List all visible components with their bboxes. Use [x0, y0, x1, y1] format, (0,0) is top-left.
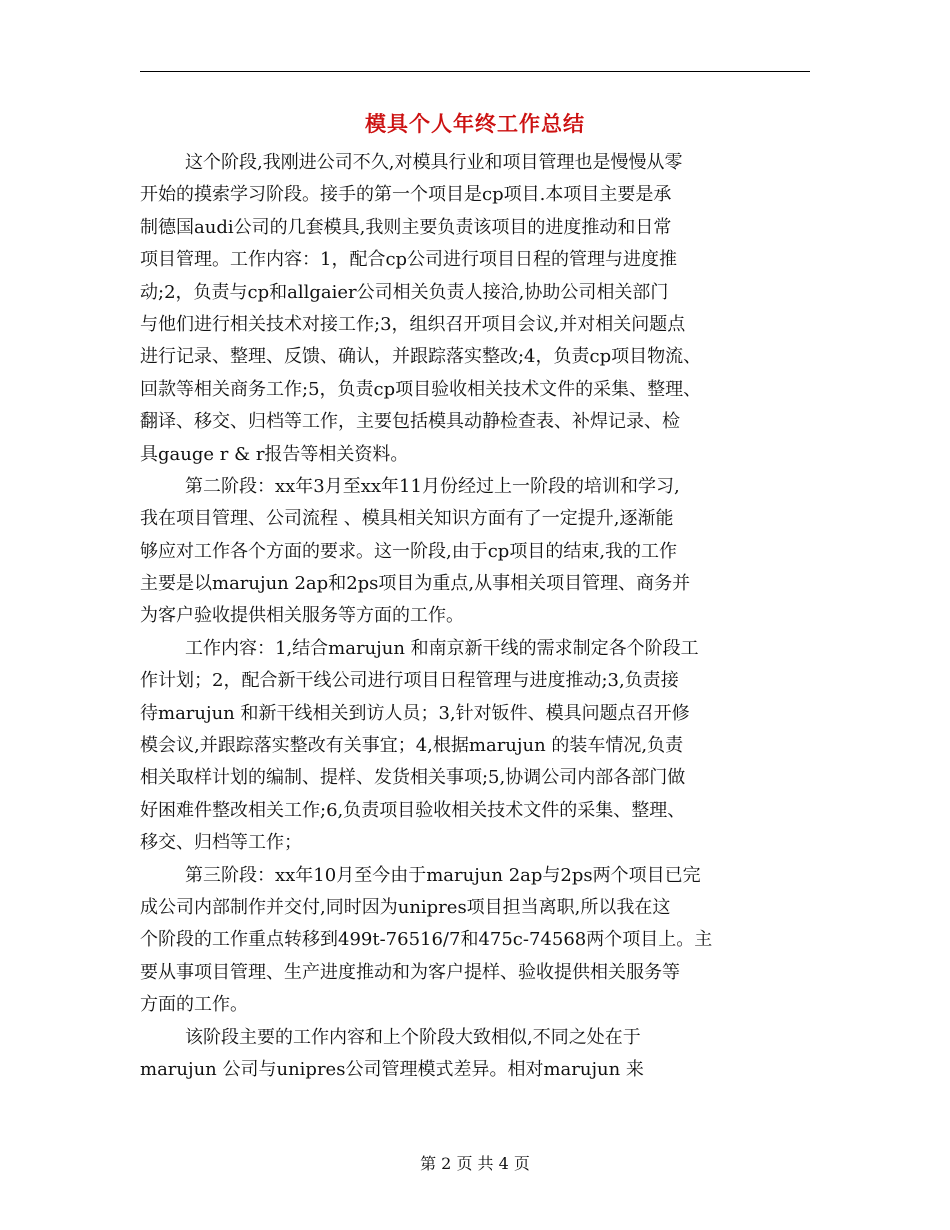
text-line: 移交、归档等工作； — [140, 832, 302, 854]
text-line: 制德国audi公司的几套模具,我则主要负责该项目的进度推动和日常 — [140, 216, 672, 238]
document-body — [140, 147, 810, 1086]
text-line: 翻译、移交、归档等工作，主要包括模具动静检查表、补焊记录、检 — [140, 411, 680, 433]
text-line: 待marujun 和新干线相关到访人员；3,针对钣件、模具问题点召开修 — [140, 702, 690, 724]
text-line: 工作内容：1,结合marujun 和南京新干线的需求制定各个阶段工 — [185, 637, 699, 659]
text-line: 我在项目管理、公司流程 、模具相关知识方面有了一定提升,逐渐能 — [140, 508, 674, 530]
text-line: 成公司内部制作并交付,同时因为unipres项目担当离职,所以我在这 — [140, 896, 671, 918]
text-line: 第三阶段：xx年10月至今由于marujun 2ap与2ps两个项目已完 — [185, 864, 701, 886]
text-line: 够应对工作各个方面的要求。这一阶段,由于cp项目的结束,我的工作 — [140, 540, 678, 562]
document-title: 模具个人年终工作总结 — [365, 111, 585, 136]
text-line: 与他们进行相关技术对接工作;3，组织召开项目会议,并对相关问题点 — [140, 313, 686, 335]
text-line: 模会议,并跟踪落实整改有关事宜；4,根据marujun 的装车情况,负责 — [140, 735, 684, 757]
text-line: 进行记录、整理、反馈、确认，并跟踪落实整改;4，负责cp项目物流、 — [140, 346, 702, 368]
text-line: 相关取样计划的编制、提样、发货相关事项;5,协调公司内部各部门做 — [140, 767, 686, 789]
text-line: 主要是以marujun 2ap和2ps项目为重点,从事相关项目管理、商务并 — [140, 573, 691, 595]
text-line: 该阶段主要的工作内容和上个阶段大致相似,不同之处在于 — [185, 1026, 641, 1048]
text-line: 第二阶段：xx年3月至xx年11月份经过上一阶段的培训和学习, — [185, 475, 680, 497]
text-line: 这个阶段,我刚进公司不久,对模具行业和项目管理也是慢慢从零 — [185, 152, 683, 173]
text-line: 动;2，负责与cp和allgaier公司相关负责人接洽,协助公司相关部门 — [140, 281, 669, 303]
text-line: 个阶段的工作重点转移到499t-76516/7和475c-74568两个项目上。主 — [140, 929, 713, 951]
text-line: 作计划；2，配合新干线公司进行项目日程管理与进度推动;3,负责接 — [140, 670, 679, 692]
text-line: 方面的工作。 — [140, 994, 248, 1016]
text-line: marujun 公司与unipres公司管理模式差异。相对marujun 来 — [140, 1058, 644, 1080]
text-line: 项目管理。工作内容：1，配合cp公司进行项目日程的管理与进度推 — [140, 249, 678, 271]
text-line: 回款等相关商务工作;5，负责cp项目验收相关技术文件的采集、整理、 — [140, 378, 702, 400]
header-rule — [140, 71, 810, 72]
text-line: 具gauge r & r报告等相关资料。 — [140, 443, 409, 465]
text-line: 为客户验收提供相关服务等方面的工作。 — [140, 605, 464, 627]
page-number: 第 2 页 共 4 页 — [420, 1154, 530, 1173]
text-line: 开始的摸索学习阶段。接手的第一个项目是cp项目.本项目主要是承 — [140, 184, 672, 206]
text-line: 好困难件整改相关工作;6,负责项目验收相关技术文件的采集、整理、 — [140, 799, 686, 821]
text-line: 要从事项目管理、生产进度推动和为客户提样、验收提供相关服务等 — [140, 961, 680, 983]
